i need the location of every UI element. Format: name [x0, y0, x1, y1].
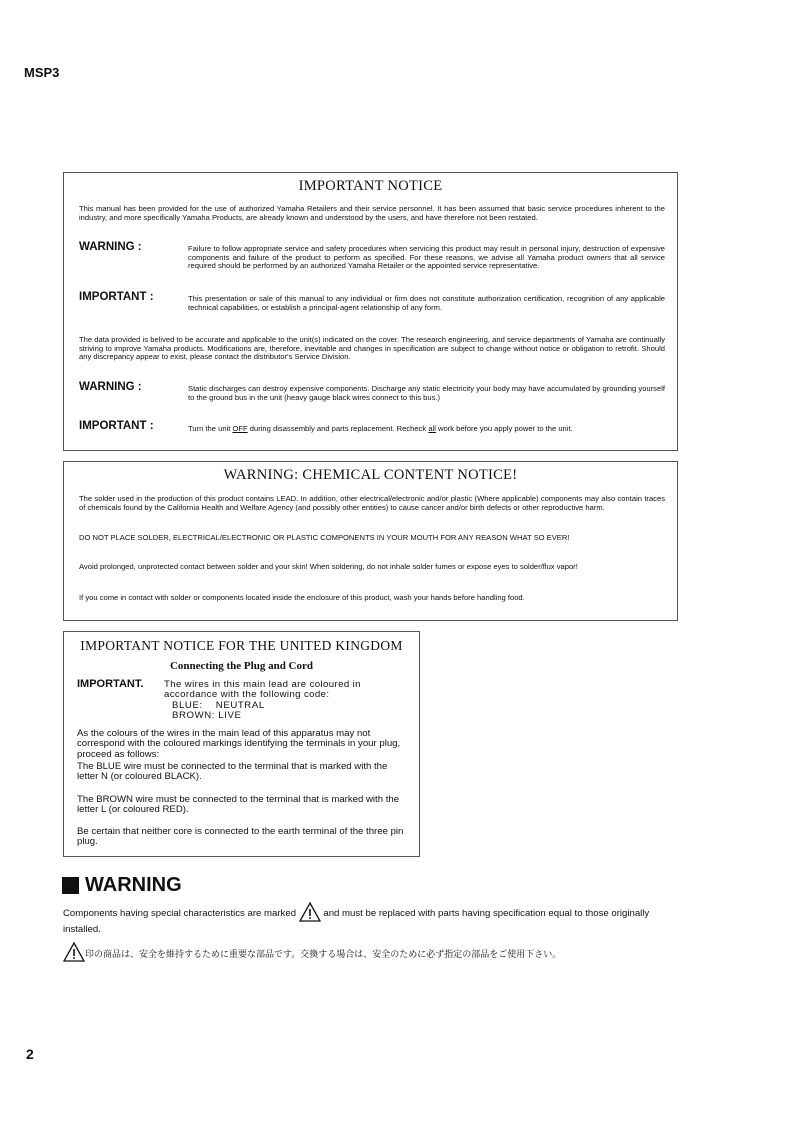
warning-label-2: WARNING :: [79, 381, 142, 393]
warning-text-2: Static discharges can destroy expensive components. Discharge any static electricity your body may have accumulated by grounding yourself to the ground bus in the unit (heavy gauge black wires connect to this bus.): [188, 384, 665, 402]
important-text-1: This presentation or sale of this manual to any individual or firm does not constitute authorization certification, recognition of any applicable technical capabilities, or establish a principal-agent relationship of any form.: [188, 294, 665, 312]
chemical-paragraph-4: If you come in contact with solder or components located inside the enclosure of this product, wash your hands before handling food.: [79, 593, 525, 602]
uk-paragraph-1: As the colours of the wires in the main lead of this apparatus may not correspond with the coloured markings identifying the terminals in your plug, proceed as follows:: [77, 728, 401, 760]
uk-paragraph-4: Be certain that neither core is connected to the earth terminal of the three pin plug.: [77, 826, 404, 848]
important-text-2: [188, 425, 665, 434]
chemical-paragraph-1: The solder used in the production of this product contains LEAD. In addition, other electrical/electronic and/or plastic (Where applicable) components may also contain traces of chemicals found by the California Health and Welfare Agency (and possibly other entities) to cause cancer and/or birth defects or other reproductive harm.: [79, 494, 665, 512]
important-text-2-part: during disassembly and parts replacement. Recheck: [247, 424, 429, 433]
page-number: 2: [26, 1046, 34, 1062]
off-emphasis: OFF: [232, 424, 248, 433]
chemical-paragraph-3: Avoid prolonged, unprotected contact between solder and your skin! When soldering, do not inhale solder fumes or expose eyes to solder/flux vapor!: [79, 562, 578, 571]
warning-text-after: and must be replaced with parts having specification equal to those originally installed.: [63, 908, 650, 936]
warning-title: WARNING: [85, 874, 182, 896]
important-label-1: IMPORTANT :: [79, 291, 154, 303]
all-emphasis: all: [428, 424, 436, 433]
warning-body: [63, 902, 683, 936]
uk-paragraph-2: The BLUE wire must be connected to the terminal that is marked with the letter N (or coloured BLACK).: [77, 761, 388, 783]
chemical-notice-box: [63, 461, 678, 621]
warning-heading: [62, 874, 182, 897]
important-notice-title: IMPORTANT NOTICE: [298, 178, 443, 194]
warning-text-1: Failure to follow appropriate service and safety procedures when servicing this product may result in personal injury, destruction of expensive components and failure of the product to perform as specified. For these reasons, we advise all Yamaha product owners that all service required should be performed by an authorized Yamaha Retailer or the appointed service representative.: [188, 244, 665, 271]
important-notice-box: [63, 172, 678, 451]
intro-paragraph: This manual has been provided for the use of authorized Yamaha Retailers and their service personnel. It has been assumed that basic service procedures inherent to the industry, and more specifically Yamaha Products, are already known and understood by the users, and have therefore not been restated.: [79, 204, 665, 222]
uk-important-label: IMPORTANT.: [77, 678, 144, 690]
important-text-2-part: work before you apply power to the unit.: [435, 424, 573, 433]
uk-paragraph-3: The BROWN wire must be connected to the terminal that is marked with the letter L (or coloured RED).: [77, 794, 400, 816]
model-name: MSP3: [24, 65, 60, 80]
data-paragraph: The data provided is belived to be accurate and applicable to the unit(s) indicated on the cover. The research engineering, and service departments of Yamaha are continually striving to improve Yamaha products. Modifications are, therefore, inevitable and changes in specification are subject to change without notice or obligation to retrofit. Should any discrepancy appear to exist, please contact the distributor's Service Division.: [79, 335, 665, 362]
wire-code-blue: BLUE: NEUTRAL: [172, 700, 265, 711]
chemical-paragraph-2: DO NOT PLACE SOLDER, ELECTRICAL/ELECTRONIC OR PLASTIC COMPONENTS IN YOUR MOUTH FOR ANY REASON WHAT SO EVER!: [79, 533, 570, 542]
uk-notice-subtitle: Connecting the Plug and Cord: [169, 660, 314, 672]
chemical-notice-title: WARNING: CHEMICAL CONTENT NOTICE!: [223, 467, 518, 483]
uk-notice-box: [63, 631, 420, 857]
important-text-2-part: Turn the unit: [188, 424, 233, 433]
warning-text-before: Components having special characteristics are marked: [63, 908, 297, 920]
uk-important-text: The wires in this main lead are coloured in accordance with the following code:: [164, 679, 361, 701]
warning-label-1: WARNING :: [79, 241, 142, 253]
black-square-icon: [62, 877, 79, 894]
uk-notice-title: IMPORTANT NOTICE FOR THE UNITED KINGDOM: [80, 638, 403, 653]
important-label-2: IMPORTANT :: [79, 420, 154, 432]
japanese-warning-text: 印の商品は、安全を維持するために重要な部品です。交換する場合は、安全のために必ず指定の部品をご使用下さい。: [85, 950, 562, 960]
wire-code-brown: BROWN: LIVE: [172, 710, 242, 721]
japanese-warning: [63, 942, 703, 965]
warning-triangle-icon: [63, 942, 85, 965]
warning-triangle-icon: [299, 902, 321, 925]
